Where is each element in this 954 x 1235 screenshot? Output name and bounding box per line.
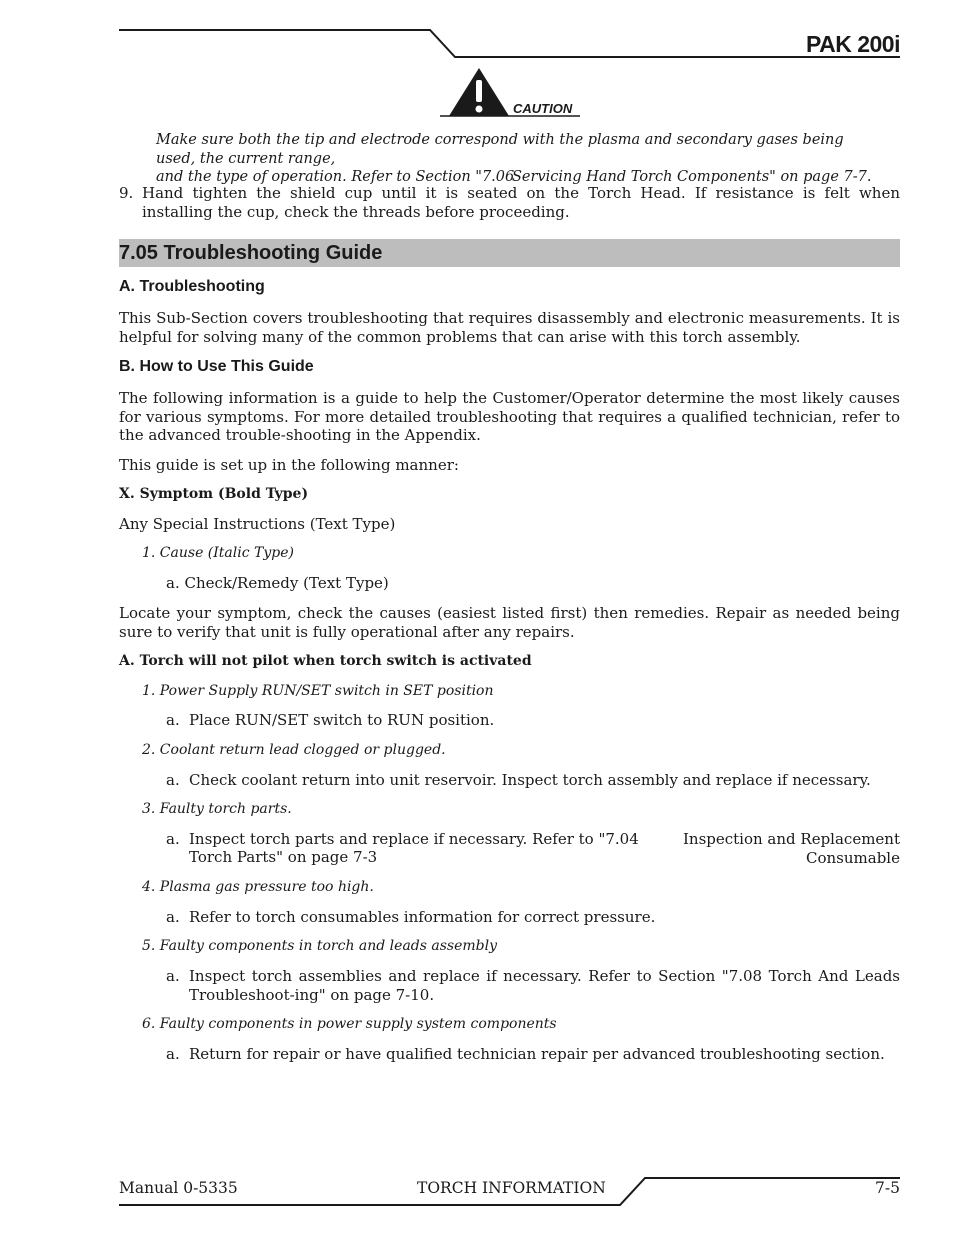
remedy-1-label: a. [166, 711, 180, 729]
subsection-b-heading: B. How to Use This Guide [119, 358, 314, 375]
cause-5: 5. Faulty components in torch and leads assembly [142, 938, 498, 954]
caution-line-2b: Servicing Hand Torch Components" on page 7-7. [512, 169, 872, 185]
cause-1: 1. Power Supply RUN/SET switch in SET position [142, 683, 494, 699]
step-9-text: Hand tighten the shield cup until it is seated on the Torch Head. If resistance is felt when installing the cup, check the threads before proceeding. [142, 184, 900, 221]
caution-line-1: Make sure both the tip and electrode correspond with the plasma and secondary gases being used, the current range, [156, 132, 844, 167]
special-instructions-example: Any Special Instructions (Text Type) [119, 515, 396, 533]
remedy-6-label: a. [166, 1045, 180, 1063]
remedy-1: Place RUN/SET switch to RUN position. [189, 711, 495, 729]
guide-setup-text: This guide is set up in the following manner: [119, 456, 459, 474]
locate-symptom-text: Locate your symptom, check the causes (easiest listed first) then remedies. Repair as needed being sure to verify that unit is fully operational after any repairs. [119, 604, 900, 641]
cause-4: 4. Plasma gas pressure too high. [142, 879, 374, 895]
symptom-format-example: X. Symptom (Bold Type) [119, 486, 309, 502]
remedy-2: Check coolant return into unit reservoir. Inspect torch assembly and replace if necessary. [189, 771, 871, 789]
footer-rule [0, 1170, 954, 1210]
remedy-6: Return for repair or have qualified technician repair per advanced troubleshooting section. [189, 1045, 885, 1063]
remedy-3-line-1a: Inspect torch parts and replace if necessary. Refer to "7.04 [189, 830, 639, 848]
step-9-number: 9. [119, 184, 134, 202]
footer-manual-number: Manual 0-5335 [119, 1179, 238, 1197]
caution-text [156, 131, 876, 187]
caution-line-2a: and the type of operation. Refer to Section "7.06 [156, 169, 515, 185]
remedy-3-line-2: Torch Parts" on page 7-3 [189, 848, 378, 866]
caution-warning-icon [447, 66, 511, 118]
remedy-2-label: a. [166, 771, 180, 789]
subsection-a-heading: A. Troubleshooting [119, 278, 265, 295]
remedy-5-label: a. [166, 967, 180, 985]
cause-6: 6. Faulty components in power supply system components [142, 1016, 557, 1032]
remedy-4-label: a. [166, 908, 180, 926]
footer-page-number: 7-5 [875, 1179, 900, 1197]
remedy-4: Refer to torch consumables information for correct pressure. [189, 908, 656, 926]
product-title: PAK 200i [805, 31, 900, 57]
cause-3: 3. Faulty torch parts. [142, 801, 292, 817]
caution-label: CAUTION [513, 101, 573, 116]
footer-section-name: TORCH INFORMATION [417, 1179, 606, 1197]
caution-rule [440, 114, 580, 118]
cause-format-example: 1. Cause (Italic Type) [142, 545, 294, 561]
symptom-a-heading: A. Torch will not pilot when torch switch is activated [119, 653, 532, 669]
remedy-3-line-1b: Inspection and Replacement Consumable [682, 830, 900, 867]
cause-2: 2. Coolant return lead clogged or plugged. [142, 742, 446, 758]
section-heading-bar [119, 239, 900, 267]
section-title: 7.05 Troubleshooting Guide [119, 242, 383, 264]
remedy-5: Inspect torch assemblies and replace if necessary. Refer to Section "7.08 Torch And Leads Troubleshoot-ing" on page 7-10. [189, 967, 900, 1004]
subsection-b-text: The following information is a guide to help the Customer/Operator determine the most likely causes for various symptoms. For more detailed troubleshooting that requires a qualified technician, refer to the advanced trouble-shooting in the Appendix. [119, 389, 900, 444]
remedy-3-label: a. [166, 830, 180, 848]
remedy-format-example: a. Check/Remedy (Text Type) [166, 574, 389, 592]
subsection-a-text: This Sub-Section covers troubleshooting that requires disassembly and electronic measurements. It is helpful for solving many of the common problems that can arise with this torch assembly. [119, 309, 900, 346]
